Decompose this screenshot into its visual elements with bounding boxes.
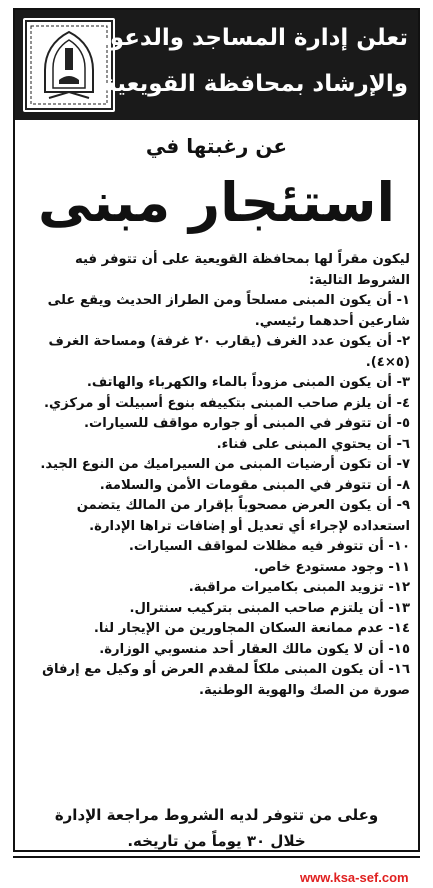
condition-item: ١٤- عدم ممانعة السكان المجاورين من الإيجار لنا. <box>93 621 410 636</box>
condition-item: ١٠- أن تتوفر فيه مظلات لمواقف السيارات. <box>128 539 410 554</box>
condition-item: ٤- أن يلزم صاحب المبنى بتكييفه بنوع أسبيلت أو مركزي. <box>44 395 410 411</box>
page-title: استئجار مبنى <box>38 171 395 234</box>
condition-item: ١٥- أن لا يكون مالك العقار أحد منسوبي الوزارة. <box>99 641 410 657</box>
divider-line <box>13 856 420 858</box>
condition-item: ٢- أن يكون عدد الغرف (يقارب ٢٠ غرفة) ومساحة الغرف (٥×٤). <box>48 334 410 370</box>
ad-footer <box>15 802 418 854</box>
condition-item: ٧- أن تكون أرضيات المبنى من السيراميك من النوع الجيد. <box>40 457 410 472</box>
condition-item: ٨- أن تتوفر في المبنى مقومات الأمن والسلامة. <box>99 477 410 493</box>
condition-item: ٦- أن يحتوي المبنى على فناء. <box>216 436 410 452</box>
condition-item: ٥- أن تتوفر في المبنى أو جواره مواقف للسيارات. <box>83 416 410 431</box>
condition-item: ٣- أن يكون المبنى مزوداً بالماء والكهرباء والهاتف. <box>86 375 410 390</box>
announcement-ad <box>13 8 420 852</box>
conditions-body <box>22 250 410 701</box>
footer-line-1: وعلى من تتوفر لديه الشروط مراجعة الإدارة <box>54 806 379 824</box>
condition-item: ٩- أن يكون العرض مصحوباً بإقرار من المالك يتضمن استعداده لإجراء أي تعديل أو إضافات تراها الإدارة. <box>76 498 410 534</box>
condition-item: ١٢- تزويد المبنى بكاميرات مراقبة. <box>188 580 410 595</box>
header-line-1: تعلن إدارة المساجد والدعوة <box>96 25 408 51</box>
source-watermark: www.ksa-sef.com <box>300 870 409 885</box>
subtitle: عن رغبتها في <box>145 134 288 158</box>
condition-item: ١٣- أن يلتزم صاحب المبنى بتركيب سنترال. <box>129 600 410 616</box>
footer-line-2: خلال ٣٠ يوماً من تاريخه. <box>127 832 306 850</box>
condition-item: ١١- وجود مستودع خاص. <box>253 559 410 575</box>
header-line-2: والإرشاد بمحافظة القويعية <box>103 71 408 97</box>
condition-item: ١- أن يكون المبنى مسلحاً ومن الطراز الحديث ويقع على شارعين أحدهما رئيسي. <box>47 293 410 329</box>
intro-text: ليكون مقراً لها بمحافظة القويعية على أن تتوفر فيه الشروط التالية: <box>75 252 410 288</box>
condition-item: ١٦- أن يكون المبنى ملكاً لمقدم العرض أو وكيل مع إرفاق صورة من الصك والهوية الوطنية. <box>42 662 410 698</box>
ad-header-banner <box>15 10 418 120</box>
